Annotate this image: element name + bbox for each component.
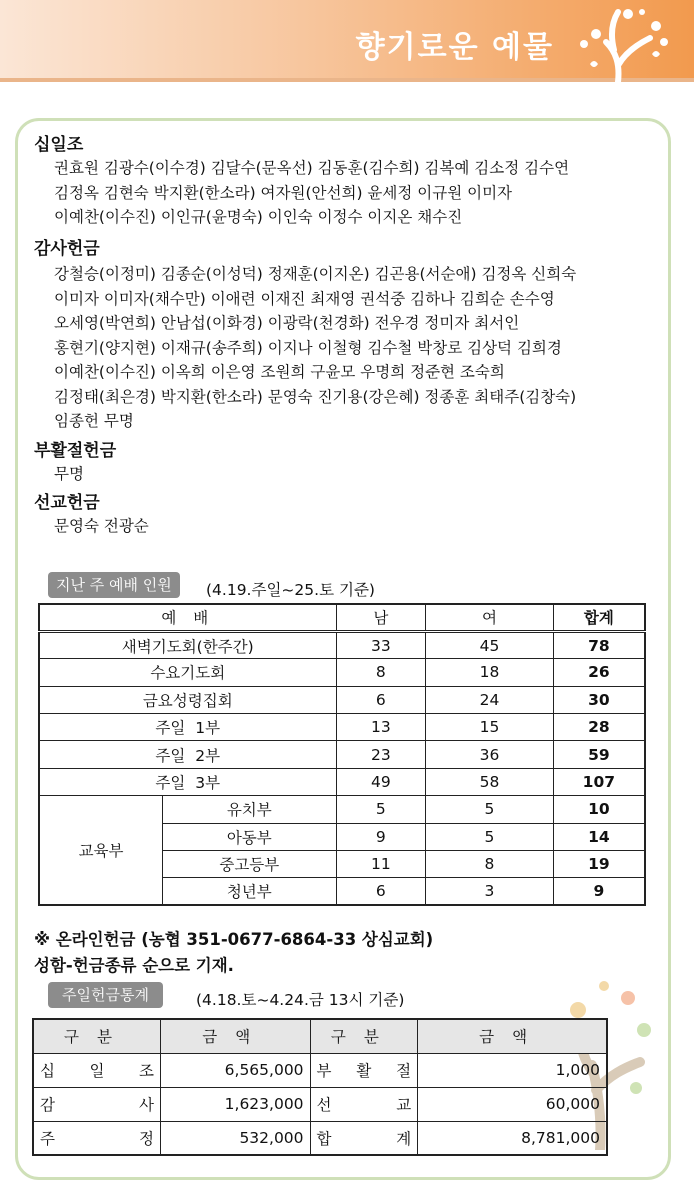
service-name: 중고등부 [163,851,336,878]
col-header-amount: 금액 [418,1019,607,1053]
total-count: 78 [553,631,645,658]
male-count: 5 [336,796,426,823]
table-row [33,1053,607,1087]
category-char: 선 [316,1096,332,1114]
category-cell [310,1053,418,1087]
category-char: 일 [89,1062,105,1080]
name-line: 홍현기(양지현) 이재규(송주희) 이지나 이철형 김수철 박창로 김상덕 김희경 [54,338,562,357]
col-header-male: 남 [336,604,426,631]
service-name: 유치부 [163,796,336,823]
col-header-category: 구분 [310,1019,418,1053]
service-name: 주일 1부 [39,714,336,741]
page-title: 향기로운 예물 [355,30,554,65]
category-char: 사 [139,1096,154,1114]
total-count: 14 [553,823,645,850]
total-count: 59 [553,741,645,768]
amount-cell: 6,565,000 [160,1053,310,1087]
offering-table [32,1018,608,1156]
name-line: 이예찬(이수진) 이인규(윤명숙) 이인숙 이정수 이지온 채수진 [54,208,463,226]
category-char: 감 [40,1096,55,1114]
section-title-tithe: 십일조 [34,135,84,155]
female-count: 24 [426,686,554,713]
table-row [39,714,645,741]
male-count: 11 [336,851,426,878]
total-count: 107 [553,768,645,795]
name-line: 무명 [54,465,84,483]
female-count: 8 [426,851,554,878]
name-line: 임종헌 무명 [54,412,134,430]
table-header-row [33,1019,607,1053]
male-count: 6 [336,878,426,905]
total-count: 19 [553,851,645,878]
mission-names [54,514,654,539]
female-count: 15 [426,714,554,741]
section-title-easter: 부활절헌금 [34,441,117,461]
male-count: 9 [336,823,426,850]
category-char: 십 [40,1062,55,1080]
category-char: 절 [396,1062,412,1080]
male-count: 49 [336,768,426,795]
service-name: 청년부 [163,878,336,905]
table-row [39,659,645,686]
female-count: 36 [426,741,554,768]
table-row [39,768,645,795]
name-line: 권효원 김광수(이수경) 김달수(문옥선) 김동훈(김수희) 김복예 김소정 김수연 [54,159,570,177]
name-line: 문영숙 전광순 [54,517,149,535]
category-cell [33,1087,160,1121]
female-count: 58 [426,768,554,795]
table-row [39,686,645,713]
category-char: 부 [316,1062,332,1080]
name-line: 이예찬(이수진) 이옥희 이은영 조원희 구윤모 우명희 정준현 조숙희 [54,363,505,381]
service-name: 주일 2부 [39,741,336,768]
name-line: 김정태(최은경) 박지환(한소라) 문영숙 진기용(강은혜) 정종훈 최태주(김창숙) [54,387,577,406]
total-count: 10 [553,796,645,823]
amount-cell: 1,000 [418,1053,607,1087]
service-name: 아동부 [163,823,336,850]
easter-names [54,462,654,487]
female-count: 5 [426,796,554,823]
amount-cell: 532,000 [160,1121,310,1155]
name-line: 이미자 이미자(채수만) 이애련 이재진 최재영 권석중 김하나 김희순 손수영 [54,289,555,308]
section-title-mission: 선교헌금 [34,493,100,513]
male-count: 6 [336,686,426,713]
total-count: 9 [553,878,645,905]
online-offering-instruction: 성함-헌금종류 순으로 기재. [34,956,234,975]
category-char: 계 [396,1129,412,1148]
category-char: 정 [139,1129,154,1148]
name-line: 오세영(박연희) 안남섭(이화경) 이광락(천경화) 전우경 정미자 최서인 [54,314,520,332]
tithe-names [54,156,654,230]
col-header-service: 예 배 [39,604,336,631]
table-row [33,1121,607,1155]
service-name: 금요성령집회 [39,686,336,713]
attendance-period: (4.19.주일~25.토 기준) [206,581,375,599]
male-count: 23 [336,741,426,768]
section-title-thanks: 감사헌금 [34,239,100,259]
table-row [39,631,645,658]
col-header-female: 여 [426,604,554,631]
amount-cell: 1,623,000 [160,1087,310,1121]
service-name: 수요기도회 [39,659,336,686]
col-header-total: 합계 [553,604,645,631]
service-name: 주일 3부 [39,768,336,795]
category-cell [33,1121,160,1155]
category-cell [310,1087,418,1121]
female-count: 3 [426,878,554,905]
amount-cell: 8,781,000 [418,1121,607,1155]
tree-icon [566,4,676,82]
col-header-amount: 금액 [160,1019,310,1053]
category-char: 활 [356,1062,372,1080]
male-count: 8 [336,659,426,686]
total-count: 26 [553,659,645,686]
amount-cell: 60,000 [418,1087,607,1121]
category-char: 교 [396,1096,412,1114]
category-char: 조 [139,1062,154,1080]
table-row [33,1087,607,1121]
name-line: 강철승(이정미) 김종순(이성덕) 정재훈(이지온) 김곤용(서순애) 김정옥 신희숙 [54,265,577,283]
category-cell [33,1053,160,1087]
category-cell [310,1121,418,1155]
total-count: 30 [553,686,645,713]
attendance-tag: 지난 주 예배 인원 [48,572,180,598]
female-count: 5 [426,823,554,850]
table-header-row [39,604,645,631]
total-count: 28 [553,714,645,741]
male-count: 13 [336,714,426,741]
name-line: 김정옥 김현숙 박지환(한소라) 여자원(안선희) 윤세정 이규원 이미자 [54,183,513,202]
male-count: 33 [336,631,426,658]
thanks-names [54,262,654,434]
attendance-table [38,603,646,906]
col-header-category: 구분 [33,1019,160,1053]
female-count: 45 [426,631,554,658]
offering-tag: 주일헌금통계 [48,982,163,1008]
table-row [39,796,645,823]
online-offering-account: ※ 온라인헌금 (농협 351-0677-6864-33 상심교회) [34,930,434,949]
female-count: 18 [426,659,554,686]
header-banner [0,0,694,82]
service-name: 새벽기도회(한주간) [39,631,336,658]
category-char: 합 [316,1129,332,1148]
offering-period: (4.18.토~4.24.금 13시 기준) [196,991,405,1009]
table-row [39,741,645,768]
category-char: 주 [40,1129,55,1148]
education-dept-label: 교육부 [39,796,163,906]
